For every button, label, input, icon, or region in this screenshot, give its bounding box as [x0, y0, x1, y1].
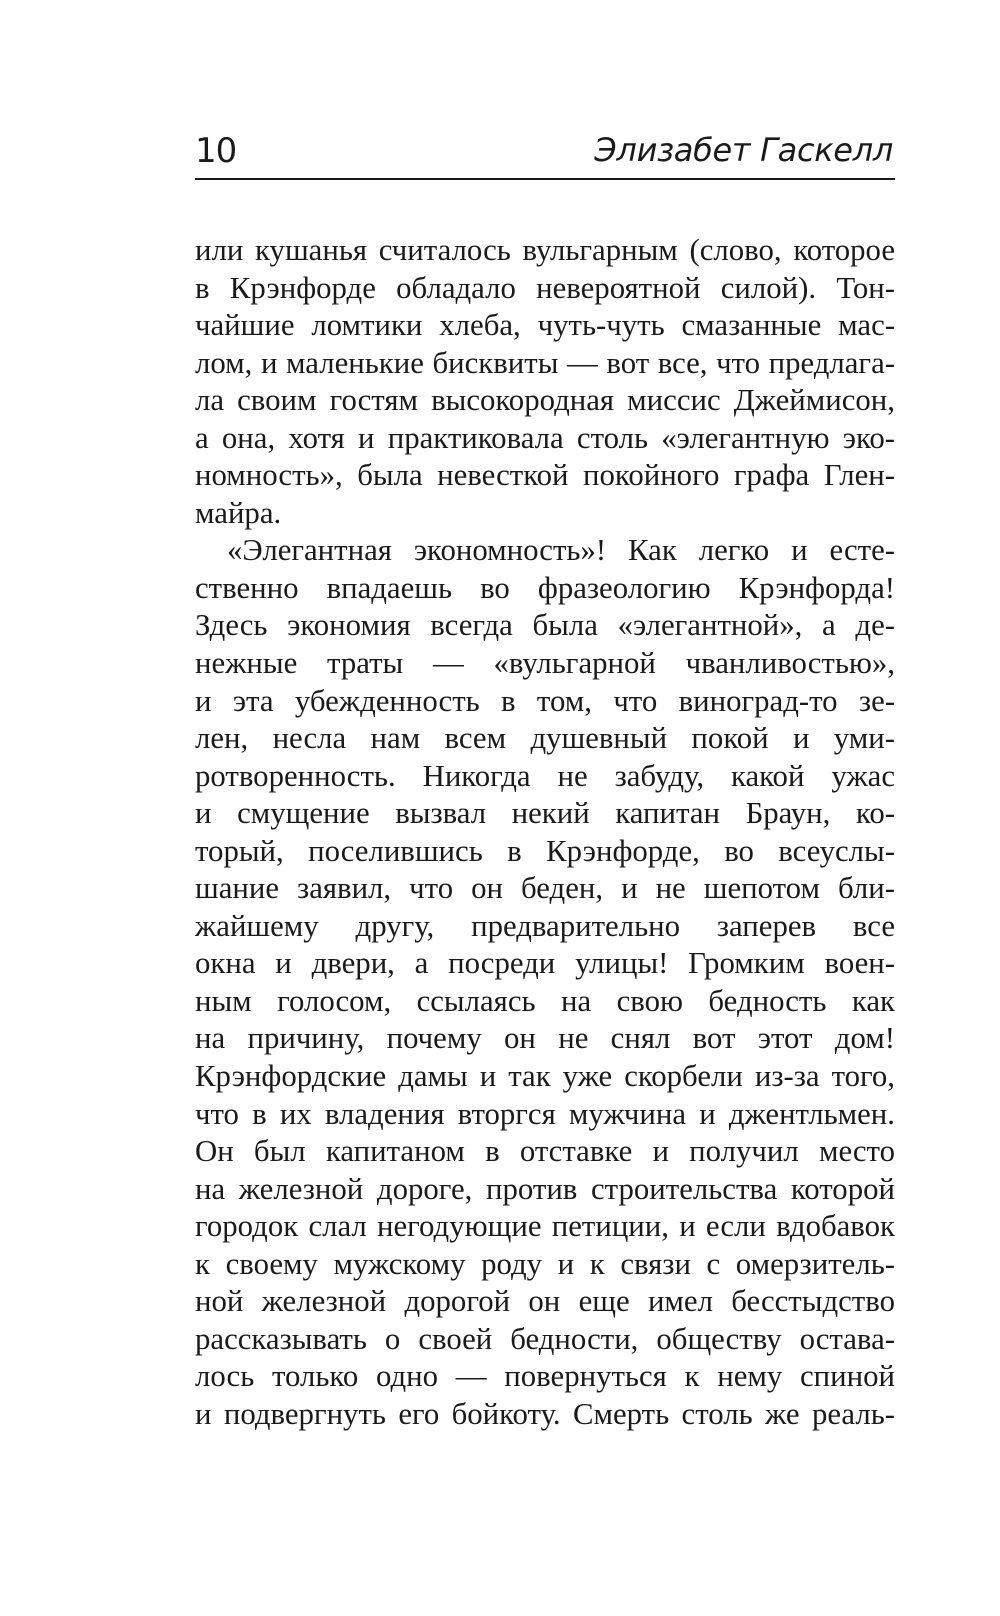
text-line: Крэнфордские дамы и так уже скорбели из-за того, [195, 1059, 895, 1094]
text-line: майра. [195, 495, 282, 530]
text-line: Здесь экономия всегда была «элегантной», а де- [195, 608, 895, 643]
text-line: жайшему другу, предварительно заперев все [195, 908, 895, 943]
page-number: 10 [195, 131, 237, 171]
text-line: номность», была невесткой покойного графа Глен- [195, 458, 895, 493]
text-line: на железной дороге, против строительства которой [195, 1171, 895, 1206]
text-line: лом, и маленькие бисквиты — вот все, что предлага- [195, 345, 895, 380]
text-line: торый, поселившись в Крэнфорде, во всеуслы- [195, 833, 895, 868]
text-line: что в их владения вторгся мужчина и джентльмен. [195, 1096, 895, 1131]
text-line: «Элегантная экономность»! Как легко и есте- [227, 533, 895, 568]
text-line: лен, несла нам всем душевный покой и уми- [195, 721, 895, 756]
text-line: ла своим гостям высокородная миссис Джеймисон, [195, 383, 895, 418]
body-text [195, 232, 895, 1434]
text-line: окна и двери, а посреди улицы! Громким воен- [195, 946, 895, 981]
text-line: ротворенность. Никогда не забуду, какой ужас [195, 758, 895, 793]
text-line: и подвергнуть его бойкоту. Смерть столь же реаль- [195, 1396, 895, 1431]
paragraph [195, 232, 895, 532]
text-line: а она, хотя и практиковала столь «элегантную эко- [195, 420, 895, 455]
text-line: на причину, почему он не снял вот этот дом! [195, 1021, 895, 1056]
running-head [195, 126, 895, 180]
text-line: и смущение вызвал некий капитан Браун, ко- [195, 796, 895, 831]
paragraph [195, 532, 895, 1433]
text-line: нежные траты — «вульгарной чванливостью», [195, 646, 895, 681]
text-line: в Крэнфорде обладало невероятной силой). Тон- [195, 270, 895, 305]
text-line: ным голосом, ссылаясь на свою бедность как [195, 983, 895, 1018]
text-line: городок слал негодующие петиции, и если вдобавок [195, 1209, 895, 1244]
text-line: ной железной дорогой он еще имел бесстыдство [195, 1284, 895, 1319]
text-line: ственно впадаешь во фразеологию Крэнфорда! [195, 570, 895, 605]
text-line: рассказывать о своей бедности, обществу остава- [195, 1321, 895, 1356]
text-line: чайшие ломтики хлеба, чуть-чуть смазанные мас- [195, 308, 895, 343]
text-line: шание заявил, что он беден, и не шепотом бли- [195, 871, 895, 906]
text-line: к своему мужскому роду и к связи с омерзитель- [195, 1246, 895, 1281]
text-line: Он был капитаном в отставке и получил место [195, 1134, 895, 1169]
text-line: и эта убежденность в том, что виноград-то зе- [195, 683, 895, 718]
text-line: или кушанья считалось вульгарным (слово, которое [195, 233, 895, 267]
running-title: Элизабет Гаскелл [594, 131, 893, 169]
text-line: лось только одно — повернуться к нему спиной [195, 1359, 895, 1394]
